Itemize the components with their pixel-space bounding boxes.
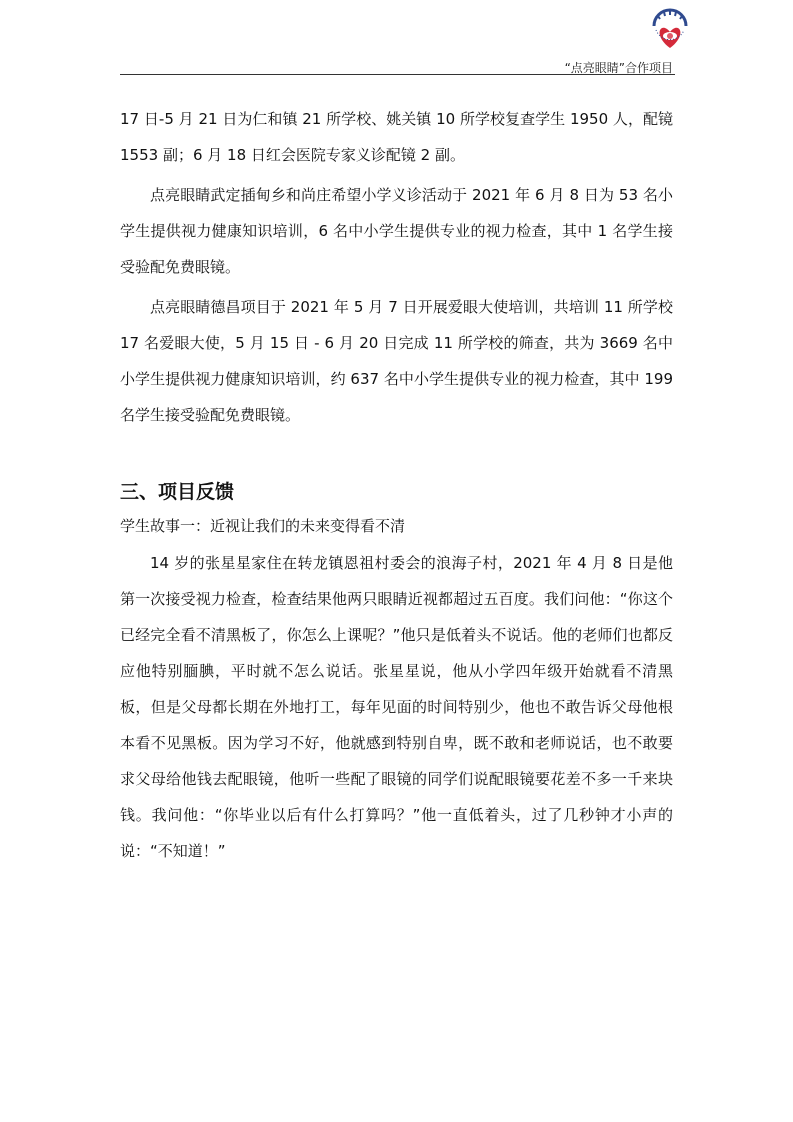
story-paragraph: 14 岁的张星星家住在转龙镇恩祖村委会的浪海子村，2021 年 4 月 8 日是他第一次接受视力检查，检查结果他两只眼睛近视都超过五百度。我们问他：“你这个已经完全看不清黑板了，你怎么上课呢？”他只是低着头不说话。他的老师们也都反应他特别腼腆，平时就不怎么说话。张星星说，他从小学四年级开始就看不清黑板，但是父母都长期在外地打工，每年见面的时间特别少，他也不敢告诉父母他根本看不见黑板。因为学习不好，他就感到特别自卑，既不敢和老师说话，也不敢要求父母给他钱去配眼镜，他听一些配了眼镜的同学们说配眼镜要花差不多一千来块钱。我问他：“你毕业以后有什么打算吗？”他一直低着头，过了几秒钟才小声的说：“不知道！” (120, 554, 673, 860)
project-label: “点亮眼睛”合作项目 (564, 61, 673, 75)
project-logo-icon (650, 8, 690, 58)
paragraph-3: 点亮眼睛德昌项目于 2021 年 5 月 7 日开展爱眼大使培训，共培训 11 所学校 17 名爱眼大使，5 月 15 日 - 6 月 20 日完成 11 所学校的筛查，共为 3669 名中小学生提供视力健康知识培训，约 637 名中小学生提供专业的视力检查，其中 199 名学生接受验配免费眼镜。 (120, 298, 673, 424)
paragraph-1: 17 日-5 月 21 日为仁和镇 21 所学校、姚关镇 10 所学校复查学生 1950 人，配镜 1553 副；6 月 18 日红会医院专家义诊配镜 2 副。 (120, 110, 673, 164)
paragraph-2: 点亮眼睛武定插甸乡和尚庄希望小学义诊活动于 2021 年 6 月 8 日为 53 名小学生提供视力健康知识培训，6 名中小学生提供专业的视力检查，其中 1 名学生接受验配免费眼镜。 (120, 186, 673, 276)
header-divider (120, 74, 675, 75)
document-body (120, 101, 673, 873)
section-heading: 三、项目反馈 (120, 481, 235, 503)
story-title: 学生故事一：近视让我们的未来变得看不清 (120, 517, 406, 535)
